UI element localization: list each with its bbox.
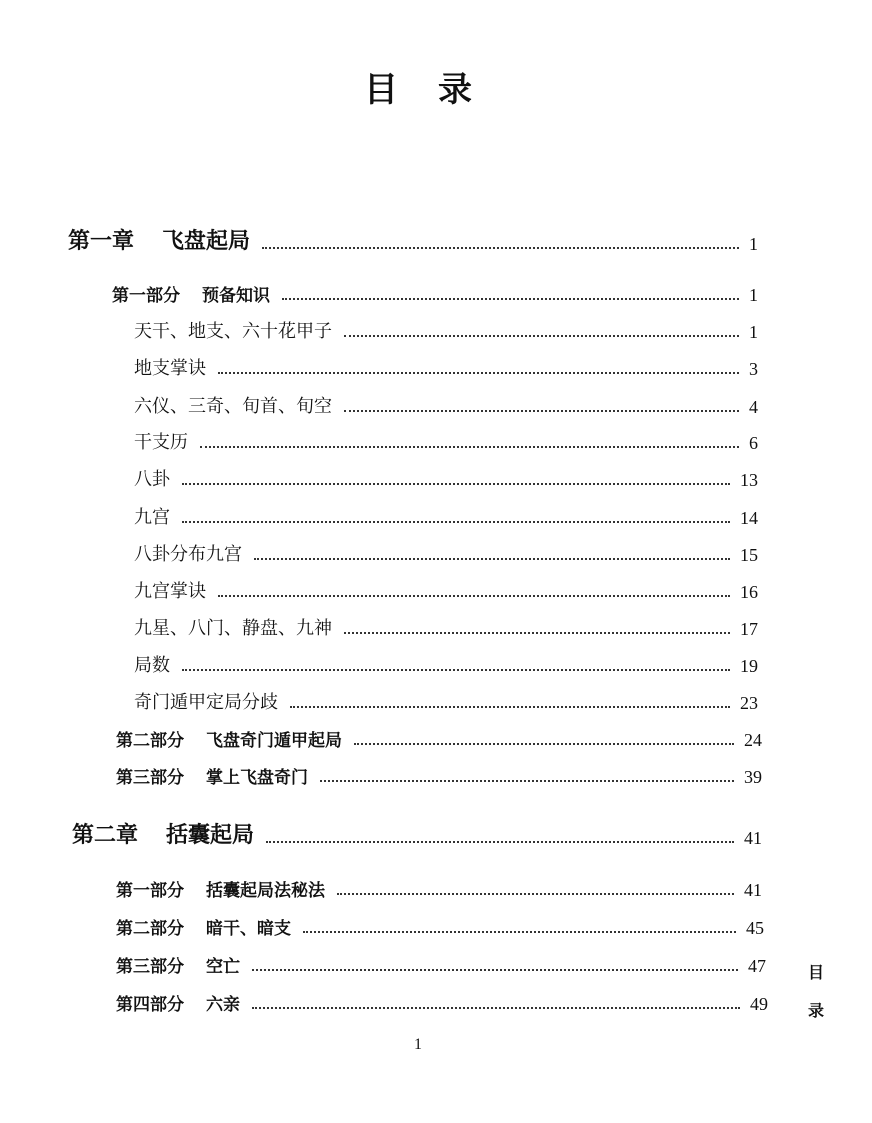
part-number: 第一部分 bbox=[112, 286, 180, 306]
dot-leader bbox=[182, 521, 730, 523]
page-number: 1 bbox=[749, 234, 758, 254]
dot-leader bbox=[290, 706, 730, 708]
page-number: 15 bbox=[740, 545, 758, 565]
dot-leader bbox=[252, 969, 738, 971]
toc-item-11[interactable] bbox=[134, 688, 758, 714]
footer-page-number: 1 bbox=[414, 1036, 422, 1053]
toc-chapter-2[interactable] bbox=[72, 818, 762, 849]
item-title: 九星、八门、静盘、九神 bbox=[134, 618, 332, 639]
title-char-2: 录 bbox=[438, 70, 472, 110]
chapter-number: 第二章 bbox=[72, 822, 139, 848]
dot-leader bbox=[354, 743, 734, 745]
dot-leader bbox=[218, 372, 739, 374]
page-number: 24 bbox=[744, 730, 762, 750]
chapter-title: 飞盘起局 bbox=[162, 228, 251, 254]
page-number: 41 bbox=[744, 828, 762, 848]
part-title: 空亡 bbox=[206, 957, 240, 977]
toc-part-ch1-2[interactable] bbox=[116, 726, 762, 751]
toc-part-ch2-1[interactable] bbox=[116, 876, 762, 901]
part-number: 第三部分 bbox=[116, 957, 184, 977]
side-tab-char-1: 目 bbox=[808, 963, 825, 982]
toc-item-1[interactable] bbox=[134, 317, 758, 343]
dot-leader bbox=[344, 632, 730, 634]
item-title: 六仪、三奇、旬首、旬空 bbox=[134, 396, 332, 417]
dot-leader bbox=[303, 931, 736, 933]
dot-leader bbox=[344, 410, 739, 412]
part-title: 六亲 bbox=[206, 995, 240, 1015]
page-number: 1 bbox=[749, 322, 758, 342]
part-number: 第二部分 bbox=[116, 731, 184, 751]
dot-leader bbox=[320, 780, 734, 782]
toc-item-3[interactable] bbox=[134, 392, 758, 418]
side-tab-char-2: 录 bbox=[808, 1001, 825, 1020]
toc-part-ch1-3[interactable] bbox=[116, 763, 762, 788]
toc-part-ch1-1[interactable] bbox=[112, 281, 758, 306]
dot-leader bbox=[252, 1007, 740, 1009]
toc-item-4[interactable] bbox=[134, 428, 758, 454]
item-title: 八卦 bbox=[134, 469, 170, 490]
toc-chapter-1[interactable] bbox=[68, 224, 758, 255]
dot-leader bbox=[200, 446, 739, 448]
toc-part-ch2-2[interactable] bbox=[116, 914, 764, 939]
chapter-title: 括囊起局 bbox=[166, 822, 255, 848]
item-title: 局数 bbox=[134, 655, 170, 676]
dot-leader bbox=[282, 298, 739, 300]
page-number: 14 bbox=[740, 508, 758, 528]
page-number: 47 bbox=[748, 956, 766, 976]
toc-part-ch2-3[interactable] bbox=[116, 952, 766, 977]
page-number: 17 bbox=[740, 619, 758, 639]
part-title: 掌上飞盘奇门 bbox=[206, 768, 308, 788]
page-number: 19 bbox=[740, 656, 758, 676]
page-number: 1 bbox=[749, 285, 758, 305]
toc-item-2[interactable] bbox=[134, 354, 758, 380]
title-char-1: 目 bbox=[364, 70, 398, 110]
part-number: 第四部分 bbox=[116, 995, 184, 1015]
toc-item-6[interactable] bbox=[134, 503, 758, 529]
item-title: 天干、地支、六十花甲子 bbox=[134, 321, 332, 342]
part-title: 飞盘奇门遁甲起局 bbox=[206, 731, 342, 751]
part-title: 括囊起局法秘法 bbox=[206, 881, 325, 901]
page-number: 23 bbox=[740, 693, 758, 713]
page-number: 16 bbox=[740, 582, 758, 602]
dot-leader bbox=[266, 841, 734, 843]
item-title: 干支历 bbox=[134, 432, 188, 453]
part-title: 预备知识 bbox=[202, 286, 270, 306]
toc-item-10[interactable] bbox=[134, 651, 758, 677]
dot-leader bbox=[218, 595, 730, 597]
toc-item-9[interactable] bbox=[134, 614, 758, 640]
item-title: 九宫 bbox=[134, 507, 170, 528]
toc-item-5[interactable] bbox=[134, 465, 758, 491]
toc-part-ch2-4[interactable] bbox=[116, 990, 768, 1015]
page-number: 13 bbox=[740, 470, 758, 490]
page-title bbox=[0, 62, 836, 111]
item-title: 地支掌诀 bbox=[134, 358, 206, 379]
page-number: 49 bbox=[750, 994, 768, 1014]
part-number: 第二部分 bbox=[116, 919, 184, 939]
item-title: 九宫掌诀 bbox=[134, 581, 206, 602]
chapter-number: 第一章 bbox=[68, 228, 135, 254]
dot-leader bbox=[344, 335, 739, 337]
part-number: 第三部分 bbox=[116, 768, 184, 788]
dot-leader bbox=[262, 247, 739, 249]
item-title: 八卦分布九宫 bbox=[134, 544, 242, 565]
page-number: 6 bbox=[749, 433, 758, 453]
part-number: 第一部分 bbox=[116, 881, 184, 901]
page-number: 39 bbox=[744, 767, 762, 787]
page-number: 4 bbox=[749, 397, 758, 417]
dot-leader bbox=[182, 483, 730, 485]
toc-item-7[interactable] bbox=[134, 540, 758, 566]
part-title: 暗干、暗支 bbox=[206, 919, 291, 939]
page-number: 41 bbox=[744, 880, 762, 900]
page-number: 45 bbox=[746, 918, 764, 938]
page-number: 3 bbox=[749, 359, 758, 379]
toc-item-8[interactable] bbox=[134, 577, 758, 603]
dot-leader bbox=[254, 558, 730, 560]
dot-leader bbox=[182, 669, 730, 671]
item-title: 奇门遁甲定局分歧 bbox=[134, 692, 278, 713]
dot-leader bbox=[337, 893, 734, 895]
